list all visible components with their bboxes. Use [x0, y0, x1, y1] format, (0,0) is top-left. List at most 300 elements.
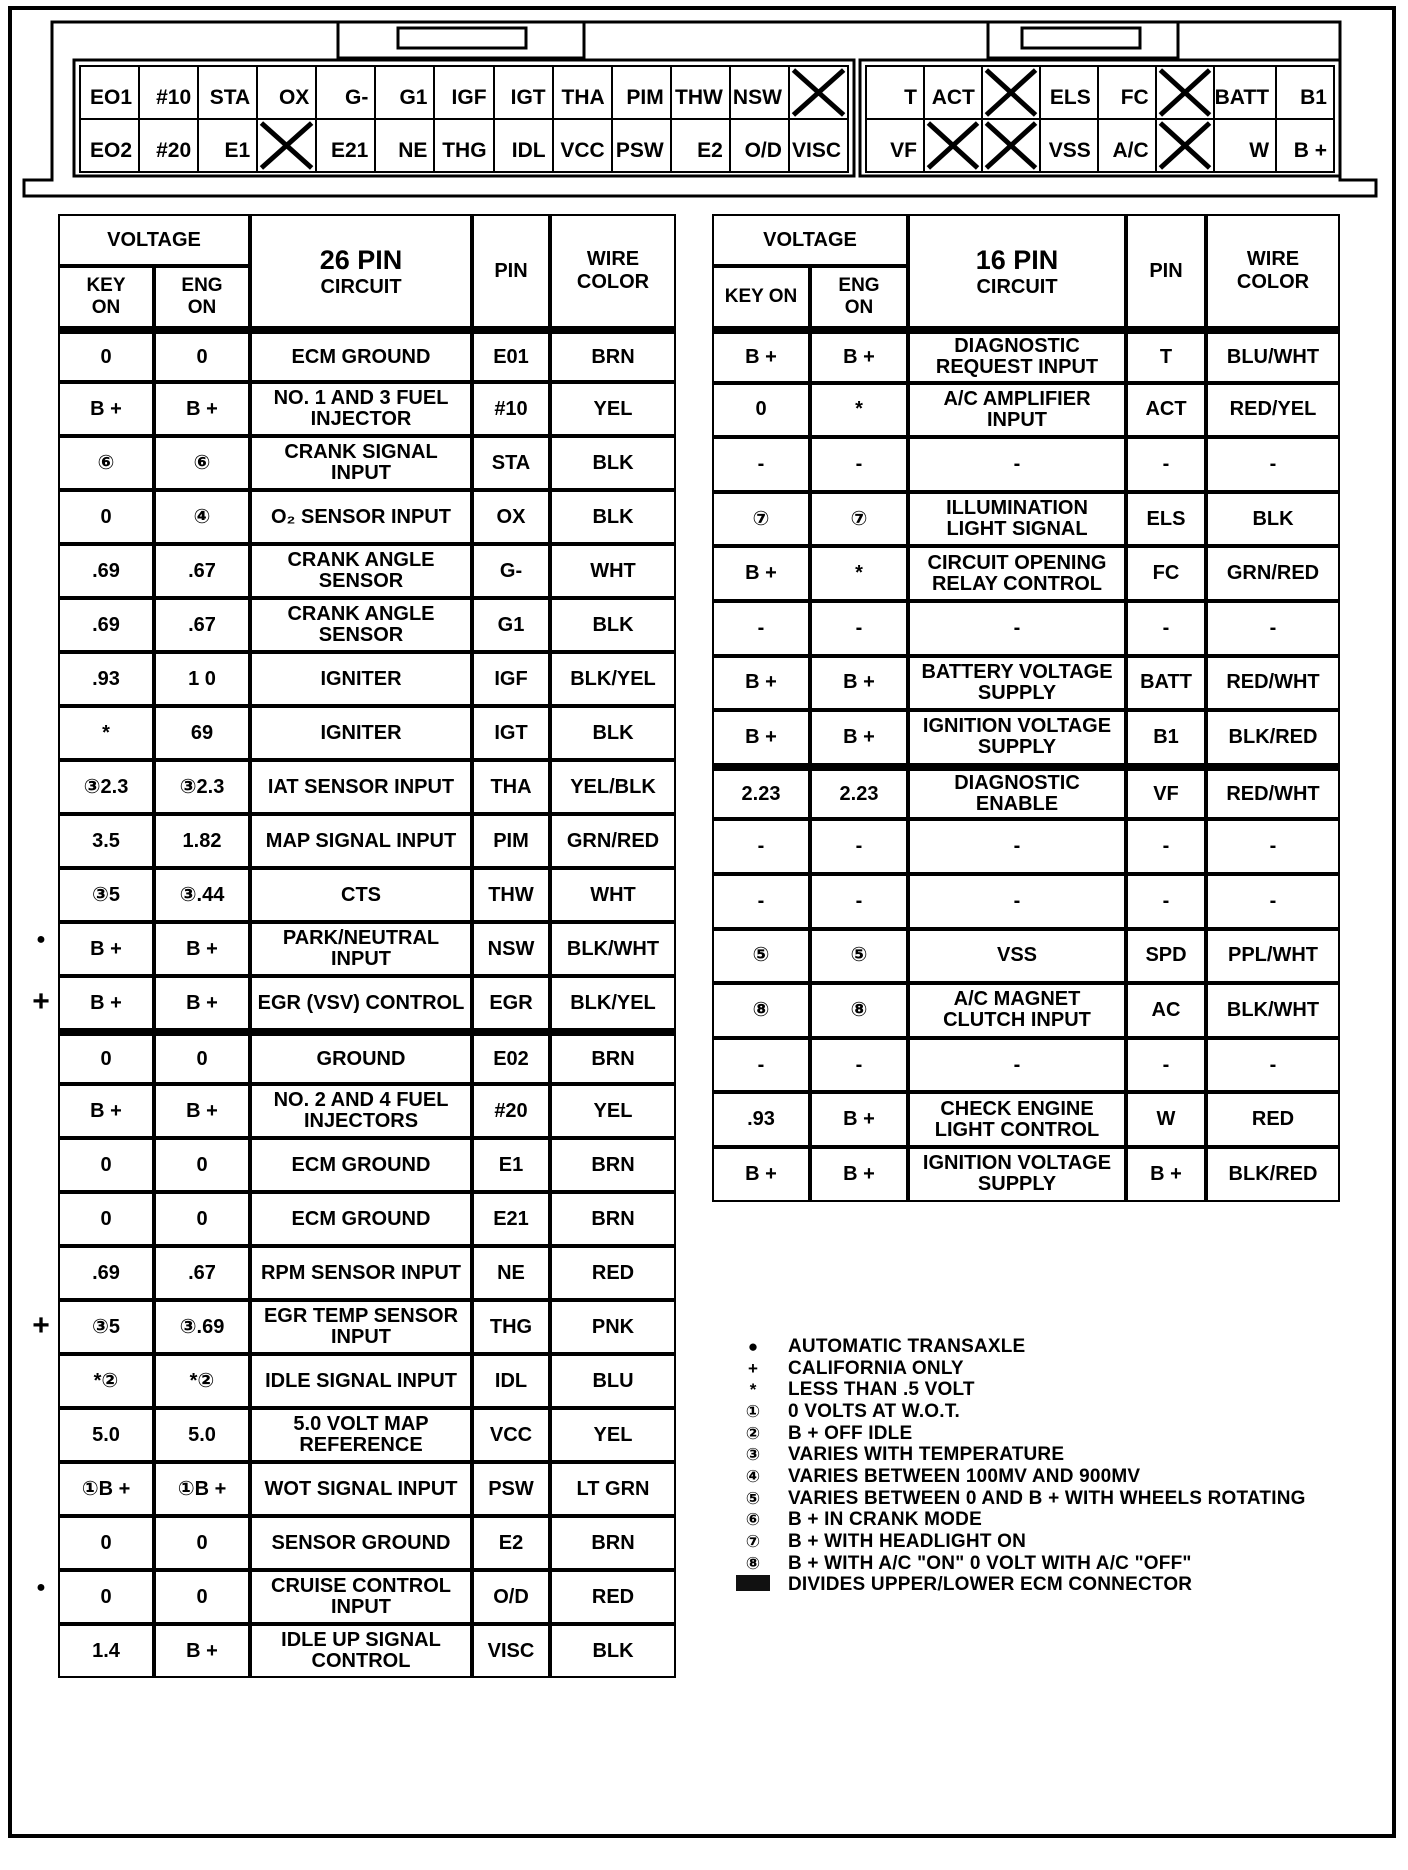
key-on-cell: ⑥ — [58, 436, 154, 490]
eng-on-cell: .67 — [154, 544, 250, 598]
wire-color-cell: BRN — [550, 1030, 676, 1084]
pin-cell: - — [1126, 874, 1206, 929]
key-on-cell: .93 — [58, 652, 154, 706]
connector-pin: B1 — [1275, 65, 1335, 120]
pin-cell: - — [1126, 819, 1206, 874]
eng-on-cell: - — [810, 819, 908, 874]
key-on-cell: 0 — [58, 490, 154, 544]
eng-on-cell: B + — [154, 1624, 250, 1678]
wire-color-cell: BLK — [1206, 492, 1340, 547]
wire-color-header: WIRE COLOR — [1206, 214, 1340, 328]
table-row — [712, 1147, 1340, 1202]
circuit-cell: - — [908, 819, 1126, 874]
wire-color-cell: - — [1206, 1038, 1340, 1093]
table-title: 16 PIN — [975, 244, 1059, 275]
legend-item — [718, 1379, 1358, 1401]
circuit-cell: A/C MAGNET CLUTCH INPUT — [908, 983, 1126, 1038]
wire-color-cell: RED/WHT — [1206, 765, 1340, 820]
table-row — [58, 1300, 676, 1354]
circuit-cell: A/C AMPLIFIER INPUT — [908, 383, 1126, 438]
pin-cell: O/D — [472, 1570, 550, 1624]
wire-color-cell: BLK/WHT — [550, 922, 676, 976]
connector-pin: E21 — [315, 118, 376, 173]
wire-color-cell: BLK — [550, 490, 676, 544]
blocked-pin-x — [925, 120, 981, 171]
wire-color-cell: BLK — [550, 1624, 676, 1678]
table-row — [58, 652, 676, 706]
key-on-cell: .69 — [58, 544, 154, 598]
table-row — [58, 1408, 676, 1462]
voltage-header: VOLTAGE — [58, 214, 250, 266]
connector-pin: G- — [315, 65, 376, 120]
legend-symbol: * — [749, 1380, 757, 1400]
circuit-cell: CRUISE CONTROL INPUT — [250, 1570, 472, 1624]
pin-cell: E02 — [472, 1030, 550, 1084]
connector-pin: IDL — [493, 118, 554, 173]
wire-color-cell: YEL — [550, 382, 676, 436]
table-row — [58, 436, 676, 490]
legend-text: VARIES WITH TEMPERATURE — [788, 1444, 1065, 1466]
circuit-cell: IDLE SIGNAL INPUT — [250, 1354, 472, 1408]
key-on-cell: ⑧ — [712, 983, 810, 1038]
connector-pin: VCC — [552, 118, 613, 173]
key-on-cell: ③2.3 — [58, 760, 154, 814]
wire-color-cell: BLU/WHT — [1206, 328, 1340, 383]
pin-cell: #10 — [472, 382, 550, 436]
blocked-pin-x — [1157, 67, 1213, 118]
circuit-cell: WOT SIGNAL INPUT — [250, 1462, 472, 1516]
blocked-pin-x — [983, 67, 1039, 118]
wire-color-cell: YEL — [550, 1084, 676, 1138]
voltage-header: VOLTAGE — [712, 214, 908, 266]
eng-on-cell: B + — [154, 922, 250, 976]
pin-cell: THG — [472, 1300, 550, 1354]
wire-color-cell: PPL/WHT — [1206, 929, 1340, 984]
wire-color-cell: BRN — [550, 328, 676, 382]
pin-cell: EGR — [472, 976, 550, 1030]
connector-pin — [923, 118, 983, 173]
pin-cell: IGF — [472, 652, 550, 706]
legend-symbol: ● — [747, 1336, 759, 1356]
pin-cell: THA — [472, 760, 550, 814]
circuit-cell: EGR (VSV) CONTROL — [250, 976, 472, 1030]
blocked-pin-x — [1157, 120, 1213, 171]
circuit-cell: IAT SENSOR INPUT — [250, 760, 472, 814]
key-on-cell: *② — [58, 1354, 154, 1408]
pin-cell: G1 — [472, 598, 550, 652]
eng-on-cell: 5.0 — [154, 1408, 250, 1462]
legend-text: CALIFORNIA ONLY — [788, 1357, 964, 1379]
legend-item — [718, 1358, 1358, 1380]
legend-symbol: ⑥ — [745, 1510, 761, 1530]
circuit-cell: IDLE UP SIGNAL CONTROL — [250, 1624, 472, 1678]
connector-pin: IGT — [493, 65, 554, 120]
key-on-cell: 1.4 — [58, 1624, 154, 1678]
divider-bar-icon — [736, 1575, 770, 1591]
eng-on-cell: - — [810, 1038, 908, 1093]
key-on-cell: B + — [712, 328, 810, 383]
table-row — [712, 437, 1340, 492]
circuit-cell: DIAGNOSTIC ENABLE — [908, 765, 1126, 820]
eng-on-cell: ⑧ — [810, 983, 908, 1038]
eng-on-cell: B + — [810, 1092, 908, 1147]
key-on-cell: B + — [58, 922, 154, 976]
table-row — [712, 1092, 1340, 1147]
eng-on-cell: ③.44 — [154, 868, 250, 922]
pin-cell: BATT — [1126, 656, 1206, 711]
table-row — [58, 760, 676, 814]
table-title: 26 PIN — [319, 244, 403, 275]
legend-item — [718, 1336, 1358, 1358]
wire-color-cell: LT GRN — [550, 1462, 676, 1516]
wire-color-cell: WHT — [550, 544, 676, 598]
connector-pin — [981, 118, 1041, 173]
pin-cell: B + — [1126, 1147, 1206, 1202]
pin-cell: OX — [472, 490, 550, 544]
pin-cell: NE — [472, 1246, 550, 1300]
wire-color-cell: GRN/RED — [550, 814, 676, 868]
connector-pin: THW — [670, 65, 731, 120]
wire-color-cell: YEL/BLK — [550, 760, 676, 814]
blocked-pin-x — [790, 67, 847, 118]
key-on-cell: 0 — [58, 328, 154, 382]
circuit-cell: CRANK ANGLE SENSOR — [250, 598, 472, 652]
key-on-cell: - — [712, 874, 810, 929]
legend-item — [718, 1423, 1358, 1445]
pin-cell: T — [1126, 328, 1206, 383]
legend-item — [718, 1401, 1358, 1423]
key-on-cell: - — [712, 819, 810, 874]
pin-cell: #20 — [472, 1084, 550, 1138]
connector-pin: VISC — [788, 118, 849, 173]
key-on-cell: ①B + — [58, 1462, 154, 1516]
blocked-pin-x — [983, 120, 1039, 171]
table-row — [58, 598, 676, 652]
circuit-cell: DIAGNOSTIC REQUEST INPUT — [908, 328, 1126, 383]
row-mark: ● — [36, 931, 46, 948]
key-on-cell: B + — [712, 710, 810, 765]
connector-pin: THG — [433, 118, 494, 173]
connector-pin: #20 — [138, 118, 199, 173]
table-row — [58, 1624, 676, 1678]
circuit-cell: GROUND — [250, 1030, 472, 1084]
connector-pin: #10 — [138, 65, 199, 120]
row-mark: + — [32, 985, 50, 1018]
connector-pin: OX — [256, 65, 317, 120]
table-row — [712, 656, 1340, 711]
circuit-cell: CHECK ENGINE LIGHT CONTROL — [908, 1092, 1126, 1147]
wire-color-cell: - — [1206, 874, 1340, 929]
eng-on-cell: * — [810, 546, 908, 601]
legend-text: VARIES BETWEEN 0 AND B + WITH WHEELS ROTATING — [788, 1487, 1306, 1509]
key-on-cell: ③5 — [58, 868, 154, 922]
connector-pin: EO2 — [79, 118, 140, 173]
legend-item — [718, 1531, 1358, 1553]
table-row — [712, 1038, 1340, 1093]
key-on-cell: ⑤ — [712, 929, 810, 984]
table-row — [712, 546, 1340, 601]
circuit-cell: - — [908, 437, 1126, 492]
legend-text: DIVIDES UPPER/LOWER ECM CONNECTOR — [788, 1574, 1193, 1596]
circuit-cell: ECM GROUND — [250, 1138, 472, 1192]
circuit-cell: NO. 1 AND 3 FUEL INJECTOR — [250, 382, 472, 436]
wire-color-cell: RED/WHT — [1206, 656, 1340, 711]
wire-color-cell: RED — [550, 1570, 676, 1624]
wire-color-cell: BLK/WHT — [1206, 983, 1340, 1038]
connector-pin: ELS — [1039, 65, 1099, 120]
connector-pin: ACT — [923, 65, 983, 120]
table-row — [58, 544, 676, 598]
table-row — [58, 976, 676, 1030]
circuit-cell: IGNITER — [250, 706, 472, 760]
circuit-cell: CTS — [250, 868, 472, 922]
circuit-cell: VSS — [908, 929, 1126, 984]
key-on-cell: 5.0 — [58, 1408, 154, 1462]
legend-item — [718, 1466, 1358, 1488]
row-mark: + — [32, 1309, 50, 1342]
connector-pin: T — [865, 65, 925, 120]
pin-cell: VCC — [472, 1408, 550, 1462]
table-row — [712, 819, 1340, 874]
key-on-cell: .93 — [712, 1092, 810, 1147]
key-on-cell: B + — [58, 1084, 154, 1138]
circuit-header: CIRCUIT — [320, 275, 402, 298]
table-row — [58, 1084, 676, 1138]
eng-on-cell: B + — [810, 328, 908, 383]
legend-item — [718, 1510, 1358, 1532]
eng-on-cell: * — [810, 383, 908, 438]
wire-color-cell: RED — [1206, 1092, 1340, 1147]
eng-on-cell: 0 — [154, 1138, 250, 1192]
wire-color-cell: BRN — [550, 1138, 676, 1192]
table-row — [712, 874, 1340, 929]
table-row — [712, 328, 1340, 383]
circuit-cell: EGR TEMP SENSOR INPUT — [250, 1300, 472, 1354]
eng-on-cell: ①B + — [154, 1462, 250, 1516]
key-on-cell: * — [58, 706, 154, 760]
pin-cell: ACT — [1126, 383, 1206, 438]
connector-pin: E1 — [197, 118, 258, 173]
key-on-cell: 0 — [58, 1138, 154, 1192]
pin-cell: NSW — [472, 922, 550, 976]
table-row — [712, 383, 1340, 438]
connector-pin: VSS — [1039, 118, 1099, 173]
pin-cell: THW — [472, 868, 550, 922]
legend-symbol: ④ — [745, 1466, 761, 1486]
table-row — [58, 382, 676, 436]
key-on-cell: .69 — [58, 598, 154, 652]
eng-on-cell: ⑦ — [810, 492, 908, 547]
eng-on-header: ENG ON — [154, 266, 250, 328]
table-row — [712, 710, 1340, 765]
eng-on-cell: B + — [154, 1084, 250, 1138]
circuit-cell: IGNITER — [250, 652, 472, 706]
connector-pin: B + — [1275, 118, 1335, 173]
wire-color-cell: BLK/RED — [1206, 1147, 1340, 1202]
table-row — [58, 1030, 676, 1084]
connector-pin: G1 — [374, 65, 435, 120]
connector-pin — [788, 65, 849, 120]
wire-color-cell: GRN/RED — [1206, 546, 1340, 601]
table-row — [58, 868, 676, 922]
pin-cell: E2 — [472, 1516, 550, 1570]
legend-symbol — [718, 1575, 788, 1596]
connector-pin: VF — [865, 118, 925, 173]
circuit-cell: SENSOR GROUND — [250, 1516, 472, 1570]
pin-cell: W — [1126, 1092, 1206, 1147]
table-row — [58, 328, 676, 382]
circuit-cell: NO. 2 AND 4 FUEL INJECTORS — [250, 1084, 472, 1138]
legend-text: LESS THAN .5 VOLT — [788, 1379, 975, 1401]
legend-text: 0 VOLTS AT W.O.T. — [788, 1400, 960, 1422]
circuit-cell: CRANK ANGLE SENSOR — [250, 544, 472, 598]
key-on-cell: ③5 — [58, 1300, 154, 1354]
circuit-header: CIRCUIT — [976, 275, 1058, 298]
connector-pin: NSW — [729, 65, 790, 120]
circuit-cell: ILLUMINATION LIGHT SIGNAL — [908, 492, 1126, 547]
table-row — [58, 706, 676, 760]
pin-cell: E21 — [472, 1192, 550, 1246]
eng-on-cell: 0 — [154, 1570, 250, 1624]
table-row — [58, 1138, 676, 1192]
key-on-cell: B + — [712, 656, 810, 711]
key-on-header: KEY ON — [712, 266, 810, 328]
legend-text: B + WITH HEADLIGHT ON — [788, 1531, 1026, 1553]
eng-on-cell: 69 — [154, 706, 250, 760]
legend-item — [718, 1444, 1358, 1466]
pin-cell: AC — [1126, 983, 1206, 1038]
circuit-cell: CIRCUIT OPENING RELAY CONTROL — [908, 546, 1126, 601]
eng-on-cell: ③.69 — [154, 1300, 250, 1354]
legend-symbol: ② — [745, 1423, 761, 1443]
table-row — [58, 922, 676, 976]
table-row — [58, 1462, 676, 1516]
circuit-cell: ECM GROUND — [250, 328, 472, 382]
legend — [718, 1336, 1358, 1596]
connector-pin: BATT — [1213, 65, 1277, 120]
pin-cell: PIM — [472, 814, 550, 868]
circuit-cell: - — [908, 1038, 1126, 1093]
key-on-cell: 3.5 — [58, 814, 154, 868]
connector-pin: EO1 — [79, 65, 140, 120]
legend-text: B + IN CRANK MODE — [788, 1509, 982, 1531]
pin-cell: G- — [472, 544, 550, 598]
table-row — [58, 1516, 676, 1570]
circuit-cell: RPM SENSOR INPUT — [250, 1246, 472, 1300]
eng-on-cell: - — [810, 601, 908, 656]
key-on-cell: - — [712, 601, 810, 656]
connector-pin: E2 — [670, 118, 731, 173]
key-on-cell: 0 — [58, 1516, 154, 1570]
eng-on-cell: ④ — [154, 490, 250, 544]
row-mark: ● — [36, 1579, 46, 1596]
eng-on-cell: - — [810, 874, 908, 929]
wire-color-cell: RED/YEL — [1206, 383, 1340, 438]
wire-color-cell: WHT — [550, 868, 676, 922]
connector-pin — [1155, 118, 1215, 173]
pin-cell: - — [1126, 601, 1206, 656]
wire-color-cell: - — [1206, 437, 1340, 492]
legend-text: AUTOMATIC TRANSAXLE — [788, 1335, 1026, 1357]
table-row — [712, 492, 1340, 547]
key-on-cell: B + — [58, 976, 154, 1030]
eng-on-cell: B + — [154, 382, 250, 436]
key-on-cell: 0 — [58, 1030, 154, 1084]
table-row — [712, 601, 1340, 656]
eng-on-cell: B + — [810, 656, 908, 711]
wire-color-cell: BLK/YEL — [550, 652, 676, 706]
legend-symbol: ⑦ — [745, 1532, 761, 1552]
pin-cell: E01 — [472, 328, 550, 382]
wire-color-cell: YEL — [550, 1408, 676, 1462]
title-cell — [908, 214, 1126, 328]
wire-color-header: WIRE COLOR — [550, 214, 676, 328]
connector-pin: O/D — [729, 118, 790, 173]
key-on-cell: 0 — [58, 1570, 154, 1624]
table-row — [58, 490, 676, 544]
legend-symbol: ① — [745, 1401, 761, 1421]
connector-26-pin — [80, 66, 848, 172]
eng-on-cell: .67 — [154, 598, 250, 652]
connector-pin — [256, 118, 317, 173]
eng-on-cell: B + — [810, 1147, 908, 1202]
legend-item — [718, 1575, 1358, 1597]
circuit-cell: - — [908, 874, 1126, 929]
pin-header: PIN — [1126, 214, 1206, 328]
circuit-cell: PARK/NEUTRAL INPUT — [250, 922, 472, 976]
wire-color-cell: BLK/YEL — [550, 976, 676, 1030]
legend-item — [718, 1553, 1358, 1575]
connector-pin: W — [1213, 118, 1277, 173]
circuit-cell: IGNITION VOLTAGE SUPPLY — [908, 710, 1126, 765]
key-on-cell: - — [712, 1038, 810, 1093]
wire-color-cell: - — [1206, 819, 1340, 874]
circuit-cell: - — [908, 601, 1126, 656]
circuit-cell: O₂ SENSOR INPUT — [250, 490, 472, 544]
circuit-cell: BATTERY VOLTAGE SUPPLY — [908, 656, 1126, 711]
eng-on-cell: B + — [810, 710, 908, 765]
table-row — [712, 765, 1340, 820]
eng-on-cell: 1.82 — [154, 814, 250, 868]
circuit-cell: CRANK SIGNAL INPUT — [250, 436, 472, 490]
legend-text: B + OFF IDLE — [788, 1422, 913, 1444]
wire-color-cell: BLK/RED — [1206, 710, 1340, 765]
key-on-cell: 0 — [58, 1192, 154, 1246]
connector-pin: STA — [197, 65, 258, 120]
eng-on-cell: 0 — [154, 328, 250, 382]
eng-on-cell: B + — [154, 976, 250, 1030]
ecm-connector-face — [22, 20, 1378, 202]
key-on-cell: B + — [712, 1147, 810, 1202]
table-row — [712, 929, 1340, 984]
pin-cell: VISC — [472, 1624, 550, 1678]
pin-cell: - — [1126, 437, 1206, 492]
legend-item — [718, 1488, 1358, 1510]
pin-cell: PSW — [472, 1462, 550, 1516]
legend-text: B + WITH A/C "ON" 0 VOLT WITH A/C "OFF" — [788, 1552, 1192, 1574]
legend-symbol: ⑧ — [745, 1553, 761, 1573]
pin-cell: IDL — [472, 1354, 550, 1408]
key-on-header: KEY ON — [58, 266, 154, 328]
eng-on-cell: 2.23 — [810, 765, 908, 820]
connector-pin: NE — [374, 118, 435, 173]
table-row — [58, 1570, 676, 1624]
connector-pin: IGF — [433, 65, 494, 120]
pin-cell: FC — [1126, 546, 1206, 601]
pin-cell: VF — [1126, 765, 1206, 820]
connector-pin — [981, 65, 1041, 120]
pin-cell: IGT — [472, 706, 550, 760]
